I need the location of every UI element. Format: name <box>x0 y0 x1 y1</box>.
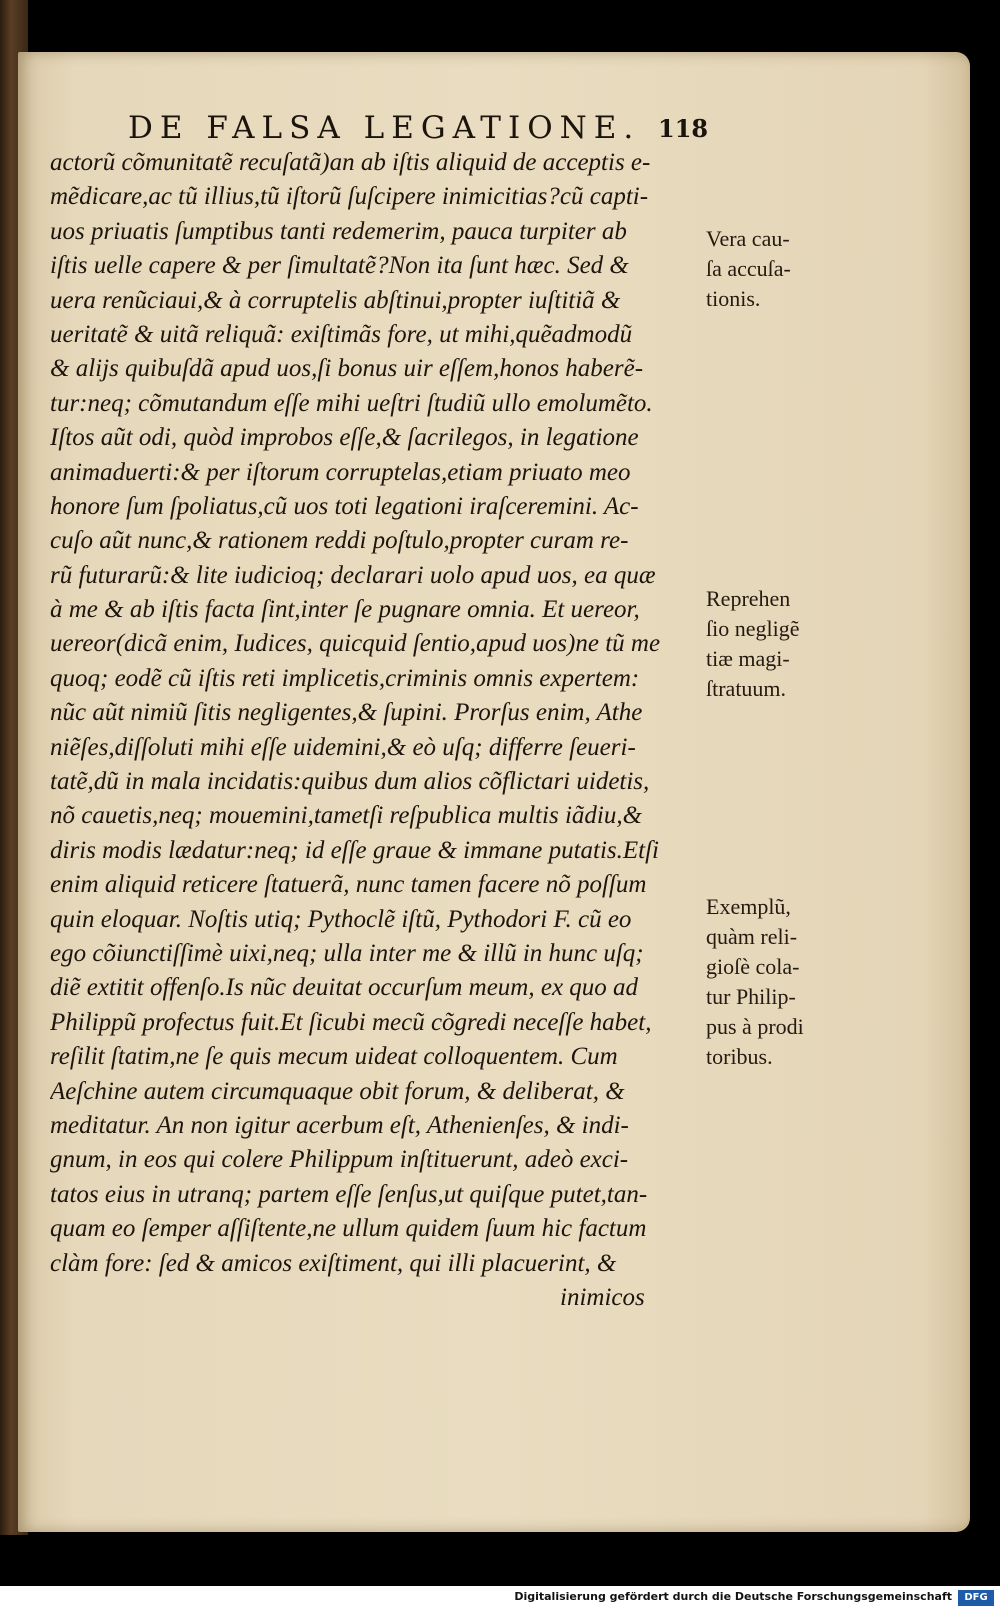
note-line: Reprehen <box>706 586 791 611</box>
note-line: pus à prodi <box>706 1014 804 1039</box>
text-line: quin eloquar. Noſtis utiq; Pythoclẽ iſtũ, Pythodori F. cũ eo <box>50 905 632 933</box>
funding-credit: Digitalisierung gefördert durch die Deutsche Forschungsgemeinschaft <box>514 1590 952 1603</box>
text-line: tur:neq; cõmutandum eſſe mihi ueſtri ſtudiũ ullo emolumẽto. <box>50 389 653 417</box>
note-line: toribus. <box>706 1044 773 1069</box>
text-line: gnum, in eos qui colere Philippum inſtituerunt, adeò exci- <box>50 1146 629 1174</box>
text-line: niẽſes,diſſoluti mihi eſſe uidemini,& eò uſq; differre ſeueri- <box>50 733 636 761</box>
dfg-logo: DFG <box>958 1590 994 1606</box>
text-line: uereor(dicã enim, Iudices, quicquid ſentio,apud uos)ne tũ me <box>50 630 661 658</box>
text-line: animaduerti:& per iſtorum corruptelas,etiam priuato meo <box>50 458 631 486</box>
text-line: meditatur. An non igitur acerbum eſt, Athenienſes, & indi- <box>50 1111 629 1139</box>
text-line: clàm fore: ſed & amicos exiſtiment, qui illi placuerint, & <box>50 1249 617 1277</box>
catchword: inimicos <box>560 1283 645 1311</box>
text-line: ego cõiunctiſſimè uixi,neq; ulla inter me & illũ in hunc uſq; <box>50 939 644 967</box>
note-line: quàm reli- <box>706 924 798 949</box>
text-line: à me & ab iſtis facta ſint,inter ſe pugnare omnia. Et uereor, <box>50 596 640 624</box>
text-line: tatos eius in utranq; partem eſſe ſenſus,ut quiſque putet,tan- <box>50 1180 648 1208</box>
text-line: iſtis uelle capere & per ſimultatẽ?Non ita ſunt hæc. Sed & <box>50 252 629 280</box>
text-line: diris modis lædatur:neq; id eſſe graue & immane putatis.Etſi <box>50 836 659 864</box>
note-line: Vera cau- <box>706 226 790 251</box>
text-line: Iſtos aũt odi, quòd improbos eſſe,& ſacrilegos, in legatione <box>50 424 639 452</box>
text-line: uos priuatis ſumptibus tanti redemerim, pauca turpiter ab <box>50 217 627 245</box>
text-line: mẽdicare,ac tũ illius,tũ iſtorũ ſuſcipere inimicitias?cũ capti- <box>50 183 649 211</box>
note-line: ſtratuum. <box>706 676 787 701</box>
note-line: tur Philip- <box>706 984 796 1009</box>
text-line: tatẽ,dũ in mala incidatis:quibus dum alios cõflictari uidetis, <box>50 768 650 796</box>
text-line: Philippũ profectus fuit.Et ſicubi mecũ cõgredi neceſſe habet, <box>50 1008 652 1036</box>
text-line: Aeſchine autem circumquaque obit forum, & deliberat, & <box>50 1077 625 1105</box>
text-line: rũ futurarũ:& lite iudicioq; declarari uolo apud uos, ea quæ <box>50 561 656 589</box>
text-line: ueritatẽ & uitã reliquã: exiſtimãs fore, ut mihi,quẽadmodũ <box>50 320 633 348</box>
running-head: DE FALSA LEGATIONE. <box>128 110 641 146</box>
text-line: honore ſum ſpoliatus,cũ uos toti legationi iraſceremini. Ac- <box>50 492 639 520</box>
text-line: uera renũciaui,& à corruptelis abſtinui,propter iuſtitiã & <box>50 286 621 314</box>
book-page <box>18 52 970 1532</box>
text-line: quam eo ſemper aſſiſtente,ne ullum quidem ſuum hic factum <box>50 1215 647 1243</box>
text-line: diẽ extitit offenſo.Is nũc deuitat occurſum meum, ex quo ad <box>50 974 639 1002</box>
text-line: & alijs quibuſdã apud uos,ſi bonus uir eſſem,honos haberẽ- <box>50 355 644 383</box>
note-line: tionis. <box>706 286 761 311</box>
text-line: reſilit ſtatim,ne ſe quis mecum uideat colloquentem. Cum <box>50 1043 618 1071</box>
text-line: quoq; eodẽ cũ iſtis reti implicetis,criminis omnis expertem: <box>50 664 640 692</box>
page-number: 118 <box>658 114 709 143</box>
note-line: tiæ magi- <box>706 646 790 671</box>
marginal-note <box>706 224 791 314</box>
text-line: cuſo aũt nunc,& rationem reddi poſtulo,propter curam re- <box>50 527 629 555</box>
text-line: actorũ cõmunitatẽ recuſatã)an ab iſtis aliquid de acceptis e- <box>50 149 651 176</box>
body-text <box>50 146 710 1315</box>
note-line: ſa accuſa- <box>706 256 791 281</box>
text-line: enim aliquid reticere ſtatuerã, nunc tamen facere nõ poſſum <box>50 871 647 899</box>
note-line: gioſè cola- <box>706 954 800 979</box>
note-line: ſio negligẽ <box>706 616 800 641</box>
note-line: Exemplũ, <box>706 894 791 919</box>
marginal-note <box>706 584 799 704</box>
text-line: nõ cauetis,neq; mouemini,tametſi reſpublica multis iãdiu,& <box>50 802 643 830</box>
marginal-note <box>706 892 804 1072</box>
text-line: nũc aũt nimiũ ſitis negligentes,& ſupini. Prorſus enim, Athe <box>50 699 643 727</box>
